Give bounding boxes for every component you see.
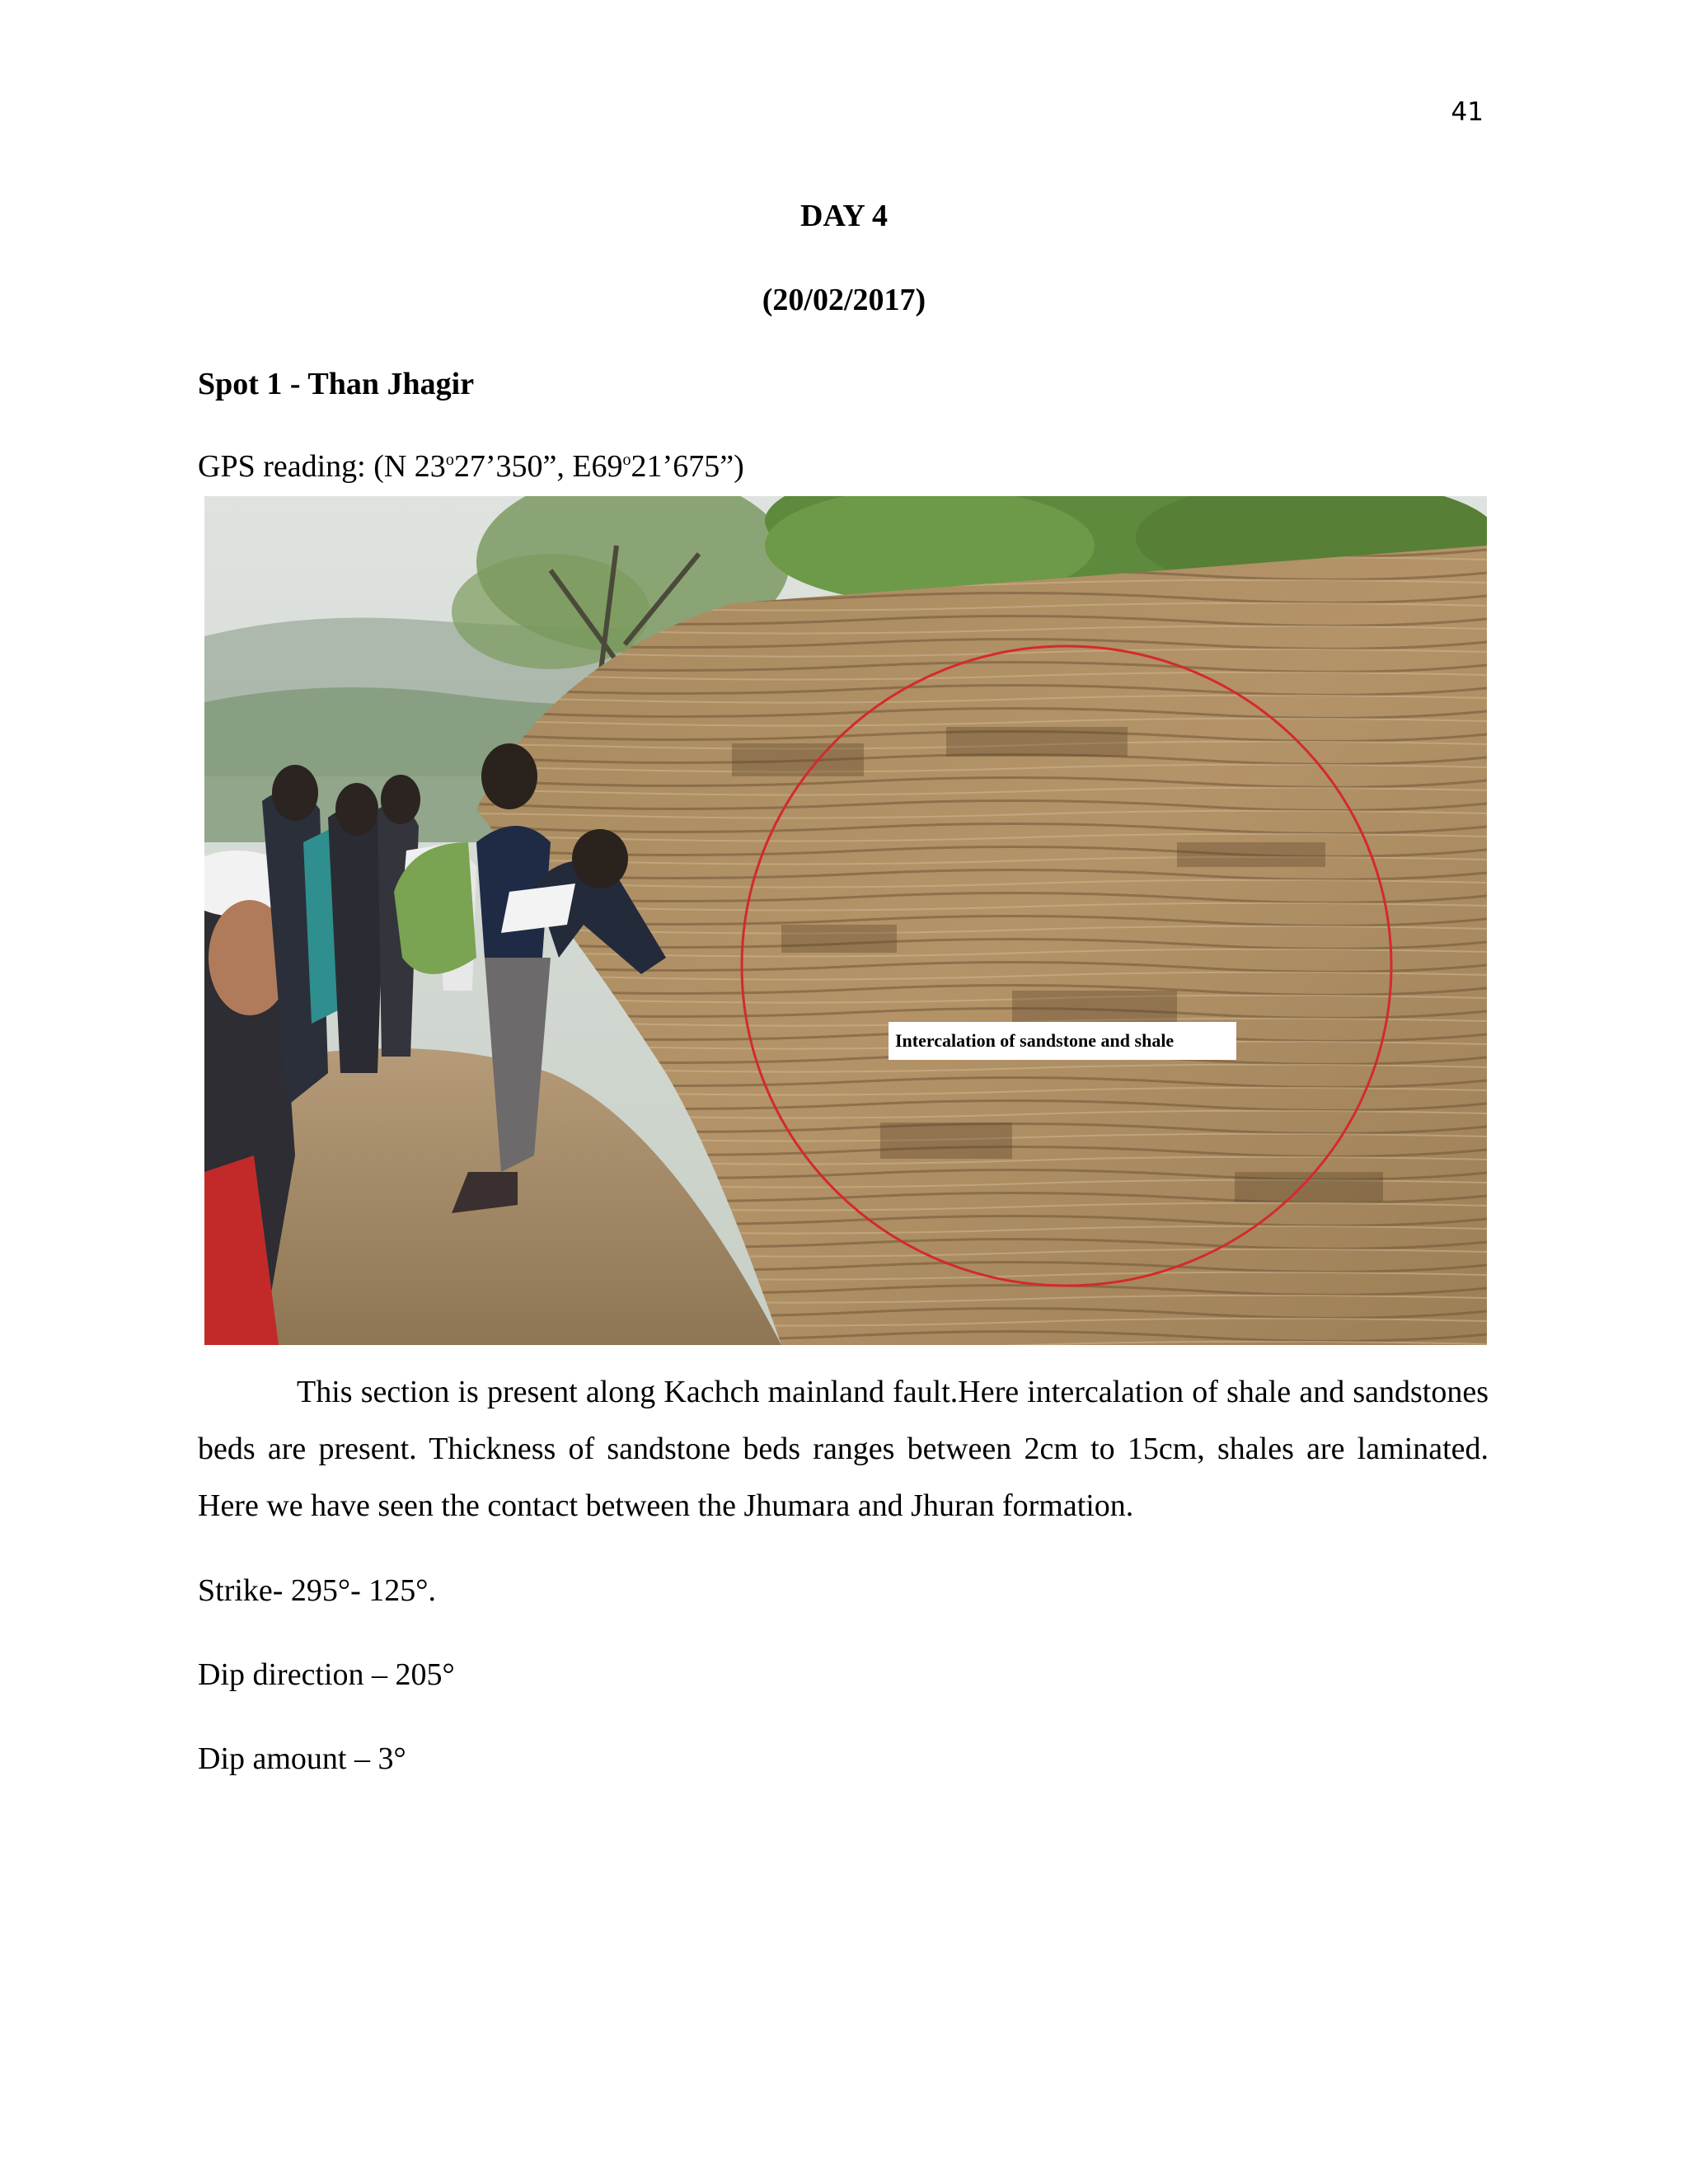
- gps-degree-mark-lat: o: [445, 451, 454, 469]
- outcrop-photo-drawing: [204, 496, 1487, 1345]
- day-date: (20/02/2017): [762, 283, 926, 317]
- gps-reading: [198, 448, 744, 485]
- day-title: DAY 4: [800, 199, 888, 233]
- strike-value: Strike- 295°- 125°.: [198, 1573, 436, 1608]
- gps-prefix: GPS reading: (N 23: [198, 449, 446, 484]
- gps-lon-rest: 21’675”): [631, 449, 744, 484]
- photo-label: Intercalation of sandstone and shale: [889, 1022, 1236, 1060]
- dip-direction-value: Dip direction – 205°: [198, 1657, 455, 1692]
- page-number: 41: [1451, 97, 1484, 127]
- outcrop-photo: [204, 496, 1487, 1345]
- description-paragraph: This section is present along Kachch mainland fault.Here intercalation of shale and sandstones beds are present. Thickness of sandstone beds ranges between 2cm to 15cm, shales are laminated. Here we have seen the contact between the Jhumara and Jhuran formation.: [198, 1375, 1489, 1523]
- gps-degree-mark-lon: o: [622, 451, 631, 469]
- dip-amount-value: Dip amount – 3°: [198, 1741, 406, 1776]
- spot-heading: Spot 1 - Than Jhagir: [198, 367, 475, 401]
- gps-lat-rest: 27’350”, E69: [453, 449, 623, 484]
